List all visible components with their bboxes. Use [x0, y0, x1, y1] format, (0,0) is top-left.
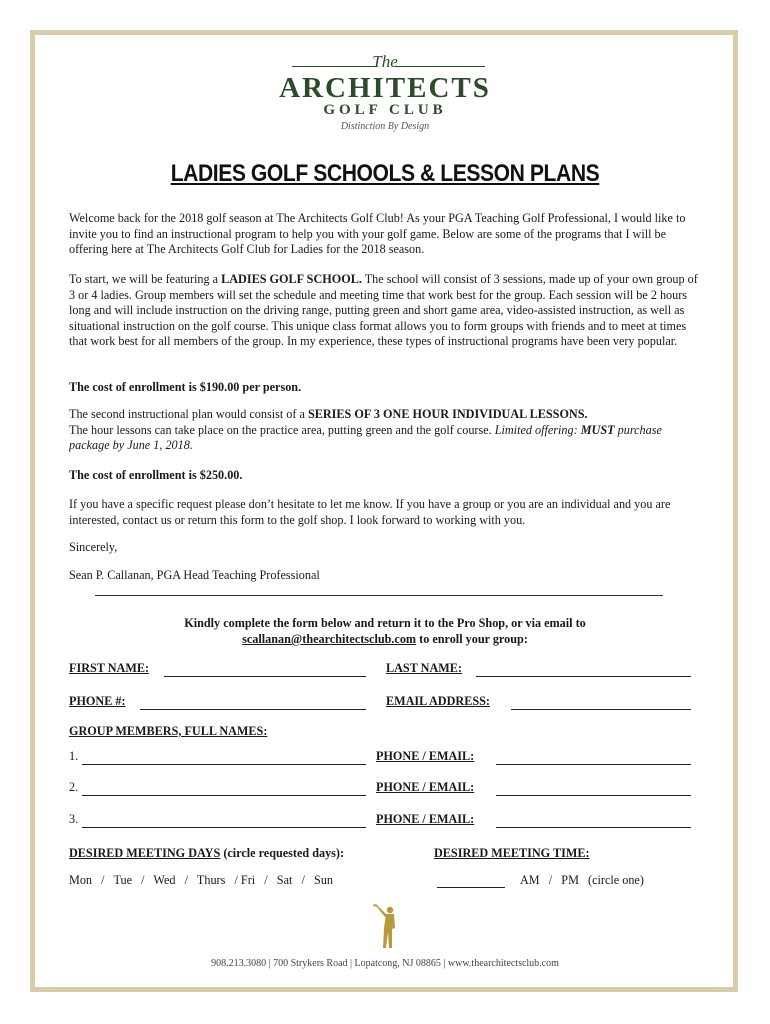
form-instruction: Kindly complete the form below and return it to the Pro Shop, or via email to	[184, 616, 586, 630]
golfer-icon	[372, 902, 402, 952]
divider	[95, 595, 663, 596]
footer-contact: 908.213.3080 | 700 Strykers Road | Lopatcong, NJ 08865 | www.thearchitectsclub.com	[211, 958, 559, 969]
series-name: SERIES OF 3 ONE HOUR INDIVIDUAL LESSONS.	[307, 407, 588, 421]
series-lead: The second instructional plan would consist of a	[69, 407, 308, 421]
member-2-name-field[interactable]	[82, 795, 366, 796]
phone-field[interactable]	[140, 709, 366, 710]
series-offer-c: purchase package by June 1, 2018.	[69, 422, 662, 453]
sincerely: Sincerely,	[69, 540, 118, 554]
closing-paragraph: If you have a specific request please don’t hesitate to let me know. If you have a group or you are an individual and you are interested, contact us or return this form to the golf shop. I look forward to working with you.	[69, 497, 671, 527]
logo-tagline: Distinction By Design	[340, 121, 430, 132]
email-link[interactable]: scallanan@thearchitectsclub.com	[242, 632, 417, 646]
first-name-field[interactable]	[164, 676, 366, 677]
series-paragraph	[69, 407, 701, 454]
logo-the: The	[372, 52, 398, 71]
member-1-name-field[interactable]	[82, 764, 366, 765]
form-instruction-line2	[0, 632, 770, 647]
intro-paragraph: Welcome back for the 2018 golf season at The Architects Golf Club! As your PGA Teaching Golf Professional, I would like to invite you to find an instructional program to help you with your golf game. Below are some of the programs that I will be offering here at The Architects Golf Club for Ladies for the 2018 season.	[69, 211, 686, 257]
school-body: The school will consist of 3 sessions, made up of your own group of 3 or 4 ladies. Group members will set the schedule and meeting time that work best for the group. Each session will be 2 hours long and will include instruction on the driving range, putting green and short game area, video-assisted instruction, as well as situational instruction on the golf course. This unique class format allows you to form groups with friends and to meet at times that work best for all members of the group. In my experience, these types of instructional programs have been very popular.	[69, 272, 698, 349]
meeting-time-label: DESIRED MEETING TIME:	[434, 846, 590, 860]
series-offer-b: MUST	[580, 422, 615, 437]
member-2-contact-field[interactable]	[496, 795, 691, 796]
phone-label: PHONE #:	[69, 694, 126, 708]
form-instruction-end: to enroll your group:	[416, 632, 528, 646]
member-1-contact-label: PHONE / EMAIL:	[376, 749, 475, 763]
series-body: The hour lessons can take place on the practice area, putting green and the golf course.	[69, 422, 495, 437]
last-name-field[interactable]	[476, 676, 691, 677]
meeting-time-field[interactable]	[437, 887, 505, 888]
school-lead: To start, we will be featuring a	[69, 272, 222, 286]
school-cost	[69, 380, 701, 396]
signature: Sean P. Callanan, PGA Head Teaching Professional	[69, 568, 320, 582]
logo-subtitle: GOLF CLUB	[323, 102, 447, 118]
school-paragraph	[69, 272, 701, 350]
email-address-field[interactable]	[511, 709, 691, 710]
member-2-contact-label: PHONE / EMAIL:	[376, 780, 475, 794]
series-cost-text: The cost of enrollment is $250.00.	[69, 468, 243, 482]
meeting-time-options[interactable]: AM / PM (circle one)	[520, 873, 644, 887]
member-3-contact-field[interactable]	[496, 827, 691, 828]
last-name-label: LAST NAME:	[386, 661, 462, 675]
member-3-number: 3.	[69, 812, 79, 826]
member-1-number: 1.	[69, 749, 79, 763]
email-address-label: EMAIL ADDRESS:	[386, 694, 490, 708]
series-cost	[69, 468, 701, 484]
page-title: LADIES GOLF SCHOOLS & LESSON PLANS	[170, 160, 600, 187]
school-cost-text: The cost of enrollment is $190.00 per person.	[69, 380, 302, 394]
member-3-name-field[interactable]	[82, 827, 366, 828]
school-name: LADIES GOLF SCHOOL.	[221, 272, 362, 286]
logo-name: ARCHITECTS	[279, 72, 491, 104]
first-name-label: FIRST NAME:	[69, 661, 150, 675]
member-1-contact-field[interactable]	[496, 764, 691, 765]
meeting-days-hint: (circle requested days):	[220, 846, 345, 860]
series-offer-a: Limited offering:	[494, 422, 581, 437]
member-3-contact-label: PHONE / EMAIL:	[376, 812, 475, 826]
meeting-days-label	[69, 846, 344, 861]
group-members-label: GROUP MEMBERS, FULL NAMES:	[69, 724, 268, 738]
meeting-days-options[interactable]: Mon / Tue / Wed / Thurs / Fri / Sat / Sun	[69, 873, 334, 887]
member-2-number: 2.	[69, 780, 79, 794]
meeting-days-title: DESIRED MEETING DAYS	[69, 846, 221, 860]
